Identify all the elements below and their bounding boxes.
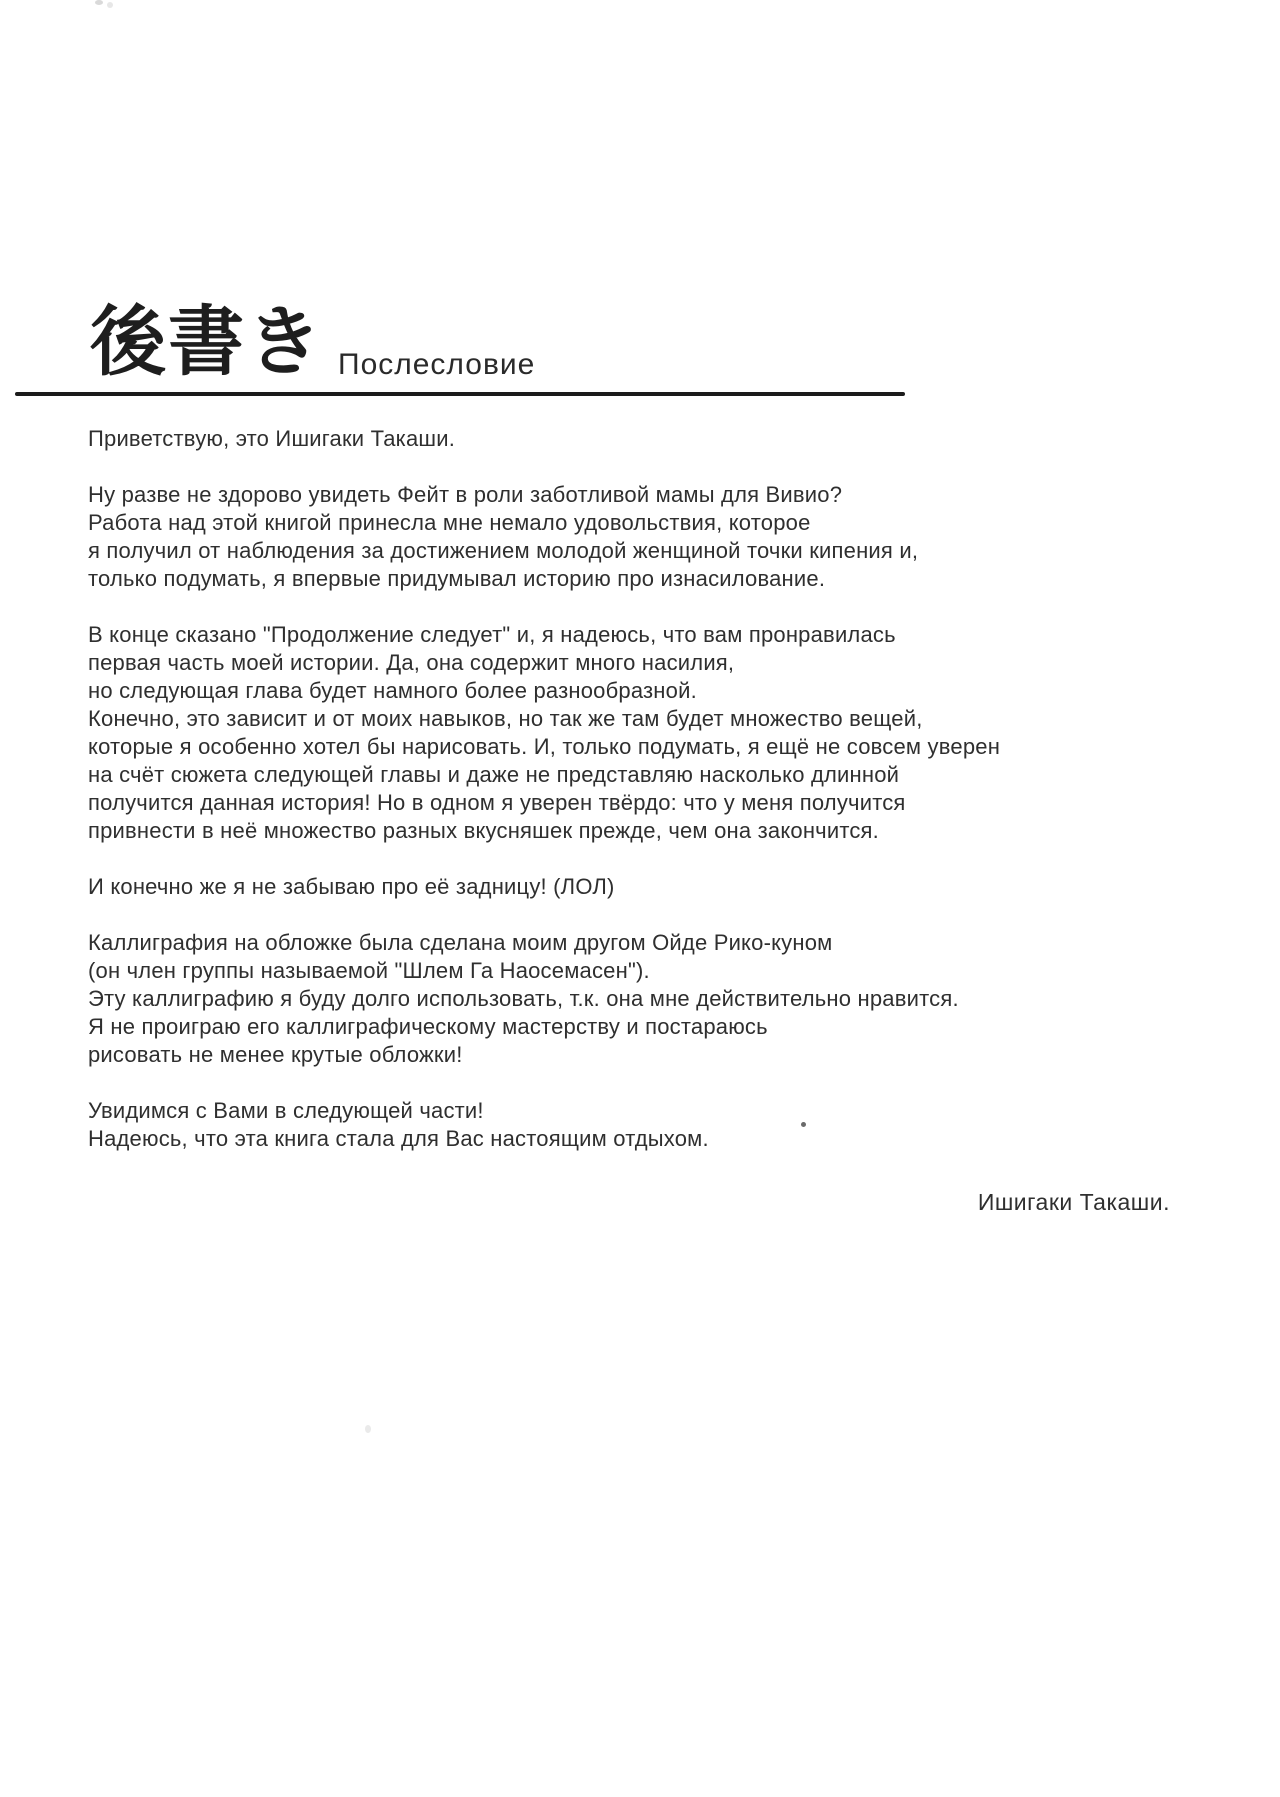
paragraph: И конечно же я не забываю про её задницу! (ЛОЛ): [88, 874, 615, 899]
scan-speck: [107, 2, 113, 8]
scan-speck: [801, 1122, 806, 1127]
author-signature: Ишигаки Такаши.: [977, 1189, 1170, 1215]
body-text: [88, 425, 1188, 1181]
paragraph: Приветствую, это Ишигаки Такаши.: [88, 426, 456, 451]
afterword-title-russian: Послесловие: [338, 348, 536, 381]
paragraph: Увидимся с Вами в следующей части! Надеюсь, что эта книга стала для Вас настоящим отдыхом.: [88, 1098, 709, 1151]
paragraph: Ну разве не здорово увидеть Фейт в роли заботливой мамы для Вивио? Работа над этой книгой принесла мне немало удовольствия, которое я получил от наблюдения за достижением молодой женщиной точки кипения и, только подумать, я впервые придумывал историю про изнасилование.: [88, 482, 919, 591]
scan-speck: [95, 0, 103, 5]
paragraph: В конце сказано "Продолжение следует" и, я надеюсь, что вам пронравилась первая часть моей истории. Да, она содержит много насилия, но следующая глава будет намного более разнообразной. Конечно, это зависит и от моих навыков, но так же там будет множество вещей, которые я особенно хотел бы нарисовать. И, только подумать, я ещё не совсем уверен на счёт сюжета следующей главы и даже не представляю насколько длинной получится данная история! Но в одном я уверен твёрдо: что у меня получится привнести в неё множество разных вкусняшек прежде, чем она закончится.: [88, 622, 1001, 843]
scan-speck: [365, 1425, 371, 1433]
paragraph: Каллиграфия на обложке была сделана моим другом Ойде Рико-куном (он член группы называемой "Шлем Га Наосемасен"). Эту каллиграфию я буду долго использовать, т.к. она мне действительно нравится. Я не проиграю его каллиграфическому мастерству и постараюсь рисовать не менее крутые обложки!: [88, 930, 959, 1067]
header-rule: [15, 392, 905, 396]
afterword-title-japanese: 後書き: [90, 301, 324, 385]
